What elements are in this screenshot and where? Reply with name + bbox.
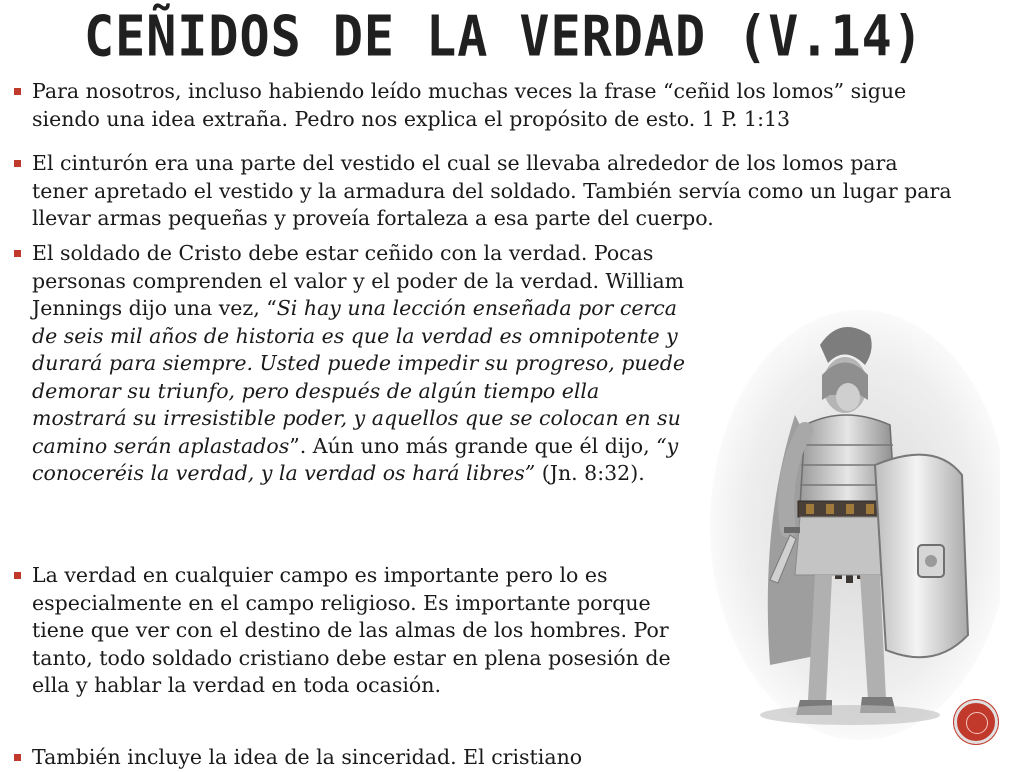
bullet-text: También incluye la idea de la sinceridad. El cristiano <box>32 745 583 769</box>
bullet-item <box>8 562 688 700</box>
bullet-square-icon <box>14 88 21 95</box>
bullet-square-icon <box>14 572 21 579</box>
bullet-text-mid: ”. Aún uno más grande que él dijo, <box>289 433 657 458</box>
bullet-text: La verdad en cualquier campo es importante pero lo es especialmente en el campo religioso. Es importante porque tiene que ver con el destino de las almas de los hombres. Por tanto, todo soldado cristiano debe estar en plena posesión de ella y hablar la verdad en toda ocasión. <box>32 563 671 697</box>
bullet-text <box>32 240 688 488</box>
bullet-item <box>8 150 958 233</box>
bullet-text: El cinturón era una parte del vestido el cual se llevaba alrededor de los lomos para tener apretado el vestido y la armadura del soldado. También servía como un lugar para llevar armas pequeñas y proveía fortaleza a esa parte del cuerpo. <box>32 151 952 230</box>
bullet-text-start: El soldado de Cristo debe estar ceñido con la verdad. Pocas personas comprenden el valor y el poder de la verdad. William Jennings dijo una vez, “ <box>32 241 685 320</box>
quote-scripture: “y conoceréis la verdad, y la verdad os hará libres” <box>32 433 679 485</box>
bullet-item <box>8 744 688 772</box>
bullet-text-end: (Jn. 8:32). <box>535 461 645 485</box>
next-slide-button-icon[interactable] <box>954 700 998 744</box>
quote-jennings: Si hay una lección enseñada por cerca de seis mil años de historia es que la verdad es omnipotente y durará para siempre. Usted puede impedir su progreso, puede demorar su triunfo, pero después de algún tiempo ella mostrará su irresistible poder, y aquellos que se colocan en su camino serán aplastados <box>32 296 685 458</box>
slide-title: CEÑIDOS DE LA VERDAD (V.14) <box>84 4 924 69</box>
bullet-text: Para nosotros, incluso habiendo leído muchas veces la frase “ceñid los lomos” sigue siendo una idea extraña. Pedro nos explica el propósito de esto. 1 P. 1:13 <box>32 79 907 131</box>
bullet-square-icon <box>14 160 21 167</box>
bullet-item <box>8 78 958 133</box>
bullet-square-icon <box>14 250 21 257</box>
bullet-square-icon <box>14 754 21 761</box>
roman-soldier-illustration <box>700 305 1000 745</box>
bullet-item <box>8 240 688 488</box>
